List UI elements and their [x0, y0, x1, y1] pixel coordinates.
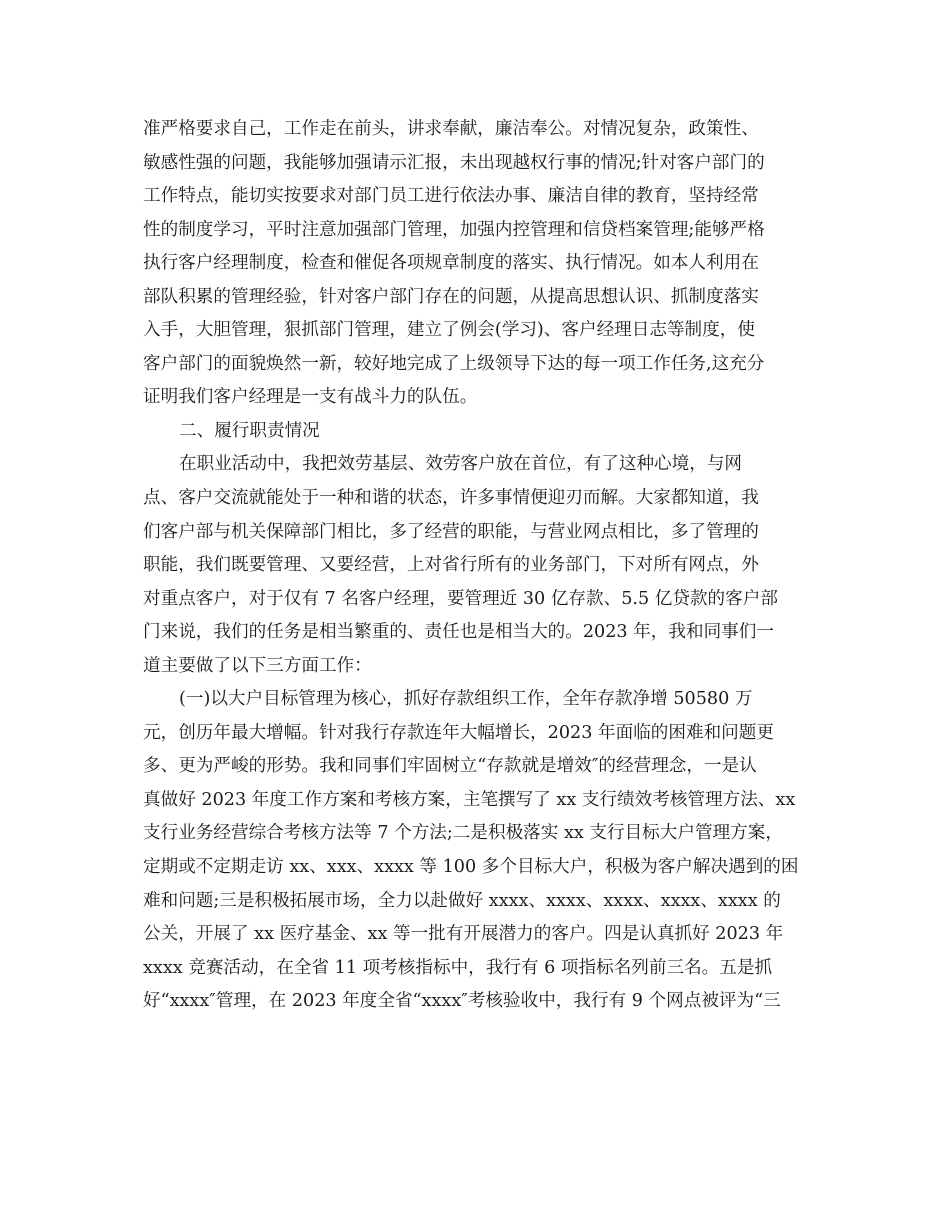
text-line: 执行客户经理制度，检查和催促各项规章制度的落实、执行情况。如本人利用在	[143, 253, 759, 274]
text-line: 元，创历年最大增幅。针对我行存款连年大幅增长，2023 年面临的困难和问题更	[143, 722, 774, 743]
text-line: 定期或不定期走访 xx、xxx、xxxx 等 100 多个目标大户，积极为客户解决遇到的困	[143, 857, 799, 878]
text-line: xxxx 竞赛活动，在全省 11 项考核指标中，我行有 6 项指标名列前三名。五是抓	[143, 957, 773, 978]
text-line: 客户部门的面貌焕然一新，较好地完成了上级领导下达的每一项工作任务,这充分	[143, 353, 765, 374]
text-line: 入手，大胆管理，狠抓部门管理，建立了例会(学习)、客户经理日志等制度，使	[143, 320, 755, 341]
text-line: 职能，我们既要管理、又要经营，上对省行所有的业务部门，下对所有网点，外	[143, 555, 759, 576]
text-line: 证明我们客户经理是一支有战斗力的队伍。	[143, 387, 478, 408]
text-line: 好“xxxx″管理，在 2023 年度全省“xxxx″考核验收中，我行有 9 个网点被评为“三	[143, 991, 781, 1012]
text-line: 性的制度学习，平时注意加强部门管理，加强内控管理和信贷档案管理;能够严格	[143, 219, 765, 240]
text-line: 真做好 2023 年度工作方案和考核方案，主笔撰写了 xx 支行绩效考核管理方法、xx	[143, 789, 796, 810]
text-line: 敏感性强的问题，我能够加强请示汇报，未出现越权行事的情况;针对客户部门的	[143, 152, 765, 173]
text-line: 多、更为严峻的形势。我和同事们牢固树立“存款就是增效″的经营理念，一是认	[143, 756, 757, 777]
text-line: 支行业务经营综合考核方法等 7 个方法;二是积极落实 xx 支行目标大户管理方案，	[143, 823, 783, 844]
text-line: 准严格要求自己，工作走在前头，讲求奉献，廉洁奉公。对情况复杂，政策性、	[143, 119, 759, 139]
text-line: 门来说，我们的任务是相当繁重的、责任也是相当大的。2023 年，我和同事们一	[143, 622, 774, 643]
text-line: 难和问题;三是积极拓展市场，全力以赴做好 xxxx、xxxx、xxxx、xxxx、xxxx 的	[143, 890, 781, 911]
text-line: 在职业活动中，我把效劳基层、效劳客户放在首位，有了这种心境，与网	[179, 454, 743, 475]
text-line: 对重点客户，对于仅有 7 名客户经理，要管理近 30 亿存款、5.5 亿贷款的客户部	[143, 588, 778, 609]
text-line: 点、客户交流就能处于一种和谐的状态，许多事情便迎刃而解。大家都知道，我	[143, 488, 759, 509]
text-line: 工作特点，能切实按要求对部门员工进行依法办事、廉洁自律的教育，坚持经常	[143, 186, 759, 207]
text-line: 们客户部与机关保障部门相比，多了经营的职能，与营业网点相比，多了管理的	[143, 521, 759, 542]
text-line: 公关，开展了 xx 医疗基金、xx 等一批有开展潜力的客户。四是认真抓好 2023 年	[143, 924, 784, 945]
section-heading: 二、履行职责情况	[179, 420, 320, 441]
text-line: (一)以大户目标管理为核心，抓好存款组织工作，全年存款净增 50580 万	[179, 689, 753, 710]
document-body	[143, 113, 823, 1019]
text-line: 部队积累的管理经验，针对客户部门存在的问题，从提高思想认识、抓制度落实	[143, 286, 759, 307]
text-line: 道主要做了以下三方面工作：	[143, 655, 372, 676]
